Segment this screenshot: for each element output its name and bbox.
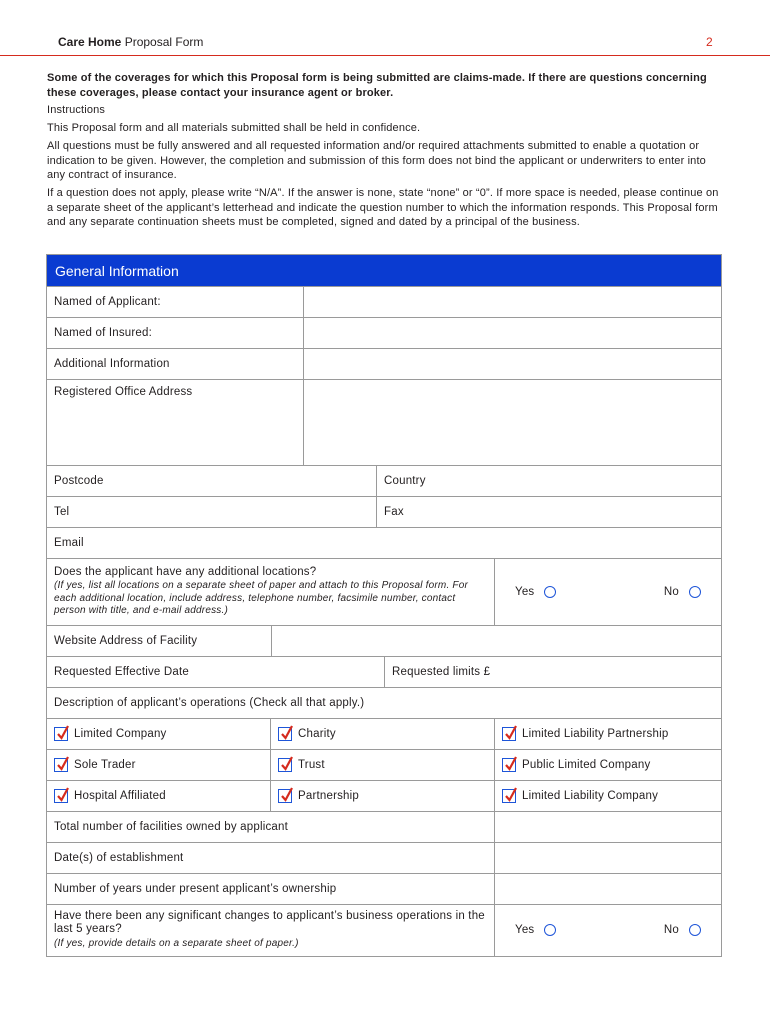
checkmark-icon[interactable] xyxy=(502,789,516,803)
website-field[interactable] xyxy=(272,626,721,656)
named-insured-field[interactable] xyxy=(304,318,721,348)
checkmark-icon[interactable] xyxy=(502,758,516,772)
instructions-heading: Instructions xyxy=(47,104,106,117)
label-op: Trust xyxy=(298,759,325,771)
label-additional-locations: Does the applicant have any additional locations? xyxy=(54,566,317,579)
checkbox-llc[interactable] xyxy=(495,781,721,811)
instructions-para-1: This Proposal form and all materials submitted shall be held in confidence. xyxy=(47,122,421,135)
label-op: Limited Liability Partnership xyxy=(522,728,669,740)
label-op: Partnership xyxy=(298,790,360,802)
page-number: 2 xyxy=(706,35,713,49)
checkmark-icon[interactable] xyxy=(54,758,68,772)
general-information-form xyxy=(46,254,722,957)
row-years-ownership xyxy=(47,874,721,905)
row-postcode-country xyxy=(47,466,721,497)
label-op: Public Limited Company xyxy=(522,759,651,771)
checkbox-plc[interactable] xyxy=(495,750,721,780)
postcode-field[interactable] xyxy=(47,466,377,496)
label-fax: Fax xyxy=(384,506,404,518)
additional-locations-note: (If yes, list all locations on a separate sheet of paper and attach to this Proposal form. For each additional location, include address, telephone number, facsimile number, contact person with title, and e-mail address.) xyxy=(54,580,469,617)
yes-option[interactable] xyxy=(515,586,556,598)
checkmark-icon[interactable] xyxy=(278,789,292,803)
row-operations-desc xyxy=(47,688,721,719)
label-registered-address: Registered Office Address xyxy=(47,380,304,465)
row-total-facilities xyxy=(47,812,721,843)
country-field[interactable] xyxy=(377,466,721,496)
checkmark-icon[interactable] xyxy=(54,727,68,741)
years-ownership-field[interactable] xyxy=(495,874,721,904)
yes-option[interactable] xyxy=(515,924,556,936)
claims-notice: Some of the coverages for which this Proposal form is being submitted are claims-made. If there are questions concerning these coverages, please contact your insurance agent or broker. xyxy=(47,72,707,99)
no-radio-icon[interactable] xyxy=(689,924,701,936)
page-header xyxy=(0,0,770,57)
yes-radio-icon[interactable] xyxy=(544,586,556,598)
instructions-para-2: All questions must be fully answered and all requested information and/or required attachments submitted to enable a quotation or indication to be given. However, the completion and submission of this form does not bind the applicant or underwriters to enter into any contract of insurance. xyxy=(47,139,706,182)
fax-field[interactable] xyxy=(377,497,721,527)
row-operations-3 xyxy=(47,781,721,812)
label-additional-info: Additional Information xyxy=(47,349,304,379)
row-tel-fax xyxy=(47,497,721,528)
label-postcode: Postcode xyxy=(54,475,104,487)
label-email: Email xyxy=(54,537,84,549)
yes-no-group xyxy=(495,924,721,936)
label-total-facilities: Total number of facilities owned by applicant xyxy=(47,812,495,842)
row-additional-locations xyxy=(47,559,721,626)
establishment-dates-field[interactable] xyxy=(495,843,721,873)
no-radio-icon[interactable] xyxy=(689,586,701,598)
label-effective-date: Requested Effective Date xyxy=(54,666,190,678)
no-label: No xyxy=(663,586,679,599)
yes-no-group xyxy=(495,586,721,598)
label-country: Country xyxy=(384,475,426,487)
label-named-insured: Named of Insured: xyxy=(47,318,304,348)
label-op: Sole Trader xyxy=(74,759,136,771)
additional-locations-answer xyxy=(495,559,721,625)
requested-limits-field[interactable] xyxy=(385,657,721,687)
intro-text xyxy=(47,71,727,233)
named-applicant-field[interactable] xyxy=(304,287,721,317)
row-website xyxy=(47,626,721,657)
no-label: No xyxy=(663,924,679,937)
yes-label: Yes xyxy=(515,586,535,599)
row-operations-2 xyxy=(47,750,721,781)
header-rule xyxy=(0,55,770,56)
yes-label: Yes xyxy=(515,924,535,937)
checkmark-icon[interactable] xyxy=(54,789,68,803)
checkbox-limited-company[interactable] xyxy=(47,719,271,749)
total-facilities-field[interactable] xyxy=(495,812,721,842)
section-title: General Information xyxy=(47,255,721,287)
checkmark-icon[interactable] xyxy=(278,758,292,772)
checkmark-icon[interactable] xyxy=(278,727,292,741)
additional-info-field[interactable] xyxy=(304,349,721,379)
checkbox-trust[interactable] xyxy=(271,750,495,780)
label-named-applicant: Named of Applicant: xyxy=(47,287,304,317)
checkbox-hospital-affiliated[interactable] xyxy=(47,781,271,811)
label-op: Charity xyxy=(298,728,336,740)
document-title: Care Home Proposal Form xyxy=(58,35,204,49)
row-email xyxy=(47,528,721,559)
checkbox-partnership[interactable] xyxy=(271,781,495,811)
label-requested-limits: Requested limits £ xyxy=(392,666,491,678)
row-registered-address xyxy=(47,380,721,466)
no-option[interactable] xyxy=(664,924,701,936)
significant-changes-answer xyxy=(495,905,721,956)
label-op: Limited Company xyxy=(74,728,167,740)
registered-address-field[interactable] xyxy=(304,380,721,465)
label-significant-changes: Have there been any significant changes to applicant’s business operations in the last 5 years? xyxy=(54,910,485,936)
checkbox-llp[interactable] xyxy=(495,719,721,749)
label-operations-desc: Description of applicant’s operations (Check all that apply.) xyxy=(54,697,365,709)
row-additional-info xyxy=(47,349,721,380)
row-establishment-dates xyxy=(47,843,721,874)
checkbox-charity[interactable] xyxy=(271,719,495,749)
row-effective-date xyxy=(47,657,721,688)
label-establishment-dates: Date(s) of establishment xyxy=(47,843,495,873)
checkmark-icon[interactable] xyxy=(502,727,516,741)
row-named-applicant xyxy=(47,287,721,318)
no-option[interactable] xyxy=(664,586,701,598)
effective-date-field[interactable] xyxy=(47,657,385,687)
checkbox-sole-trader[interactable] xyxy=(47,750,271,780)
tel-field[interactable] xyxy=(47,497,377,527)
additional-locations-question xyxy=(47,559,495,625)
email-field[interactable] xyxy=(47,528,721,558)
row-operations-1 xyxy=(47,719,721,750)
label-tel: Tel xyxy=(54,506,70,518)
significant-changes-question xyxy=(47,905,495,956)
label-website: Website Address of Facility xyxy=(47,626,272,656)
label-op: Limited Liability Company xyxy=(522,790,659,802)
instructions-para-3: If a question does not apply, please write “N/A”. If the answer is none, state “none” or “0”. If more space is needed, please continue on a separate sheet of the applicant’s letterhead and indicate the question number to which the information responds. This Proposal form and any separate continuation sheets must be completed, signed and dated by a principal of the business. xyxy=(47,186,719,229)
row-named-insured xyxy=(47,318,721,349)
row-significant-changes xyxy=(47,905,721,956)
significant-changes-note: (If yes, provide details on a separate sheet of paper.) xyxy=(54,938,299,950)
yes-radio-icon[interactable] xyxy=(544,924,556,936)
label-op: Hospital Affiliated xyxy=(74,790,166,802)
label-years-ownership: Number of years under present applicant’s ownership xyxy=(47,874,495,904)
